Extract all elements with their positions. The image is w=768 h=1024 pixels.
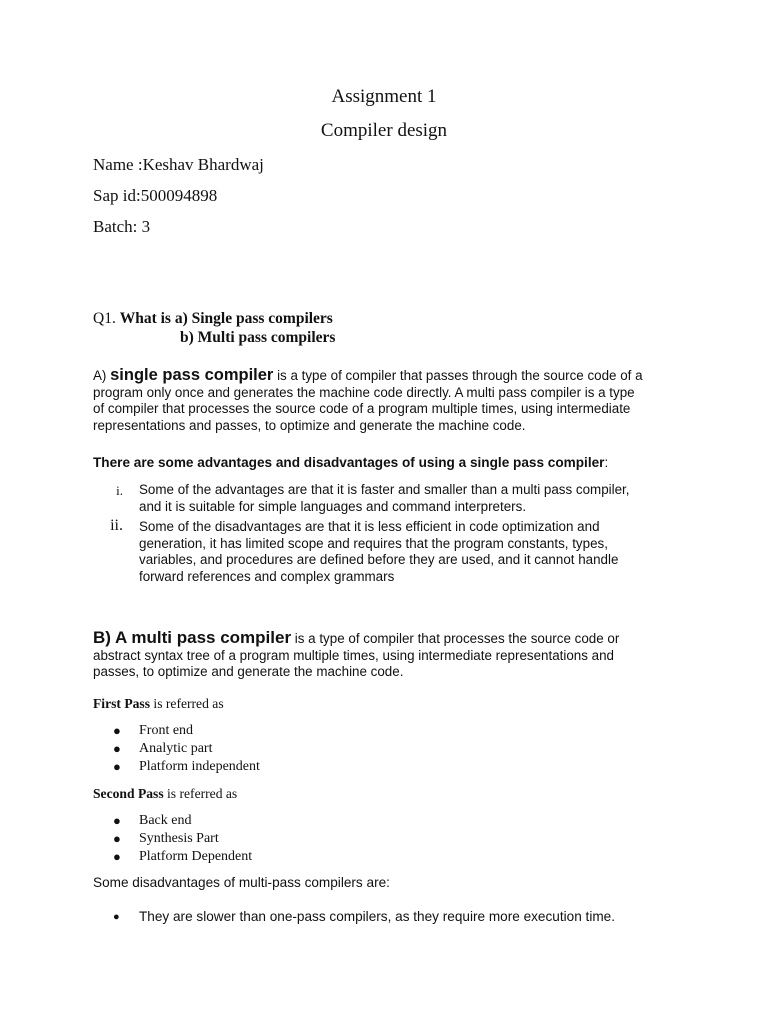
question-heading (93, 310, 333, 328)
answer-b-line2: abstract syntax tree of a program multiple times, using intermediate representations and (93, 647, 615, 663)
list-item-line: Some of the disadvantages are that it is less efficient in code optimization and (139, 519, 600, 534)
answer-a-term: single pass compiler (110, 366, 274, 384)
list-marker: i. (116, 483, 123, 498)
second-pass-suffix: is referred as (163, 786, 238, 801)
advantages-heading (93, 455, 608, 470)
student-sap-id: Sap id:500094898 (93, 186, 218, 205)
answer-a-prefix: A) (93, 368, 107, 383)
document-title: Assignment 1 (331, 86, 437, 107)
document-subject: Compiler design (320, 120, 448, 141)
list-item-text: Analytic part (139, 741, 213, 756)
question-part-a: What is a) Single pass compilers (119, 310, 333, 327)
bullet-icon: ● (113, 741, 121, 756)
list-item-line: generation, it has limited scope and requires that the program constants, types, (139, 535, 608, 551)
list-item-line: and it is suitable for simple languages and command interpreters. (139, 498, 527, 514)
first-pass-suffix: is referred as (150, 696, 224, 711)
list-item-text: Back end (139, 813, 192, 828)
first-pass-heading (93, 696, 224, 712)
student-name: Name :Keshav Bhardwaj (93, 155, 264, 174)
list-item-line: variables, and procedures are defined before they are used, and it cannot handle (139, 552, 619, 568)
list-item-text (139, 519, 679, 585)
answer-b-term: B) A multi pass compiler (93, 628, 292, 647)
bullet-icon: ● (113, 759, 121, 774)
list-item-text: Synthesis Part (139, 831, 219, 846)
bullet-icon: ● (113, 911, 120, 923)
list-item-line: forward references and complex grammars (139, 568, 395, 584)
list-item-text: Platform independent (139, 759, 260, 774)
answer-a-line3: of compiler that processes the source code of a program multiple times, using intermediate (93, 401, 631, 417)
list-item-line: Some of the advantages are that it is faster and smaller than a multi pass compiler, (139, 482, 630, 497)
question-part-b: b) Multi pass compilers (180, 329, 336, 346)
list-item-text: Front end (139, 723, 194, 738)
answer-a-line1: is a type of compiler that passes through the source code of a (273, 368, 643, 383)
advantages-heading-end: : (604, 455, 609, 470)
list-marker: ii. (110, 517, 123, 534)
bullet-icon: ● (113, 723, 121, 738)
list-item-text: They are slower than one-pass compilers, as they require more execution time. (139, 909, 616, 924)
bullet-icon: ● (113, 831, 121, 846)
answer-a-paragraph (93, 367, 678, 434)
answer-a-line2: program only once and generates the machine code directly. A multi pass compiler is a type (93, 384, 635, 400)
question-prefix: Q1. (93, 310, 116, 327)
first-pass-label: First Pass (93, 696, 151, 711)
list-item-text (139, 482, 679, 515)
student-batch: Batch: 3 (93, 217, 151, 236)
second-pass-heading (93, 786, 237, 802)
bullet-icon: ● (113, 849, 121, 864)
answer-b-line3: passes, to optimize and generate the machine code. (93, 664, 404, 680)
list-item-text: Platform Dependent (139, 849, 253, 864)
second-pass-label: Second Pass (93, 786, 164, 801)
bullet-icon: ● (113, 813, 121, 828)
answer-b-line1: is a type of compiler that processes the source code or (291, 631, 620, 646)
answer-b-paragraph (93, 630, 678, 681)
answer-a-line4: representations and passes, to optimize and generate the machine code. (93, 417, 526, 433)
advantages-heading-text: There are some advantages and disadvantages of using a single pass compiler (93, 455, 605, 470)
disadvantages-heading: Some disadvantages of multi-pass compilers are: (93, 875, 390, 890)
